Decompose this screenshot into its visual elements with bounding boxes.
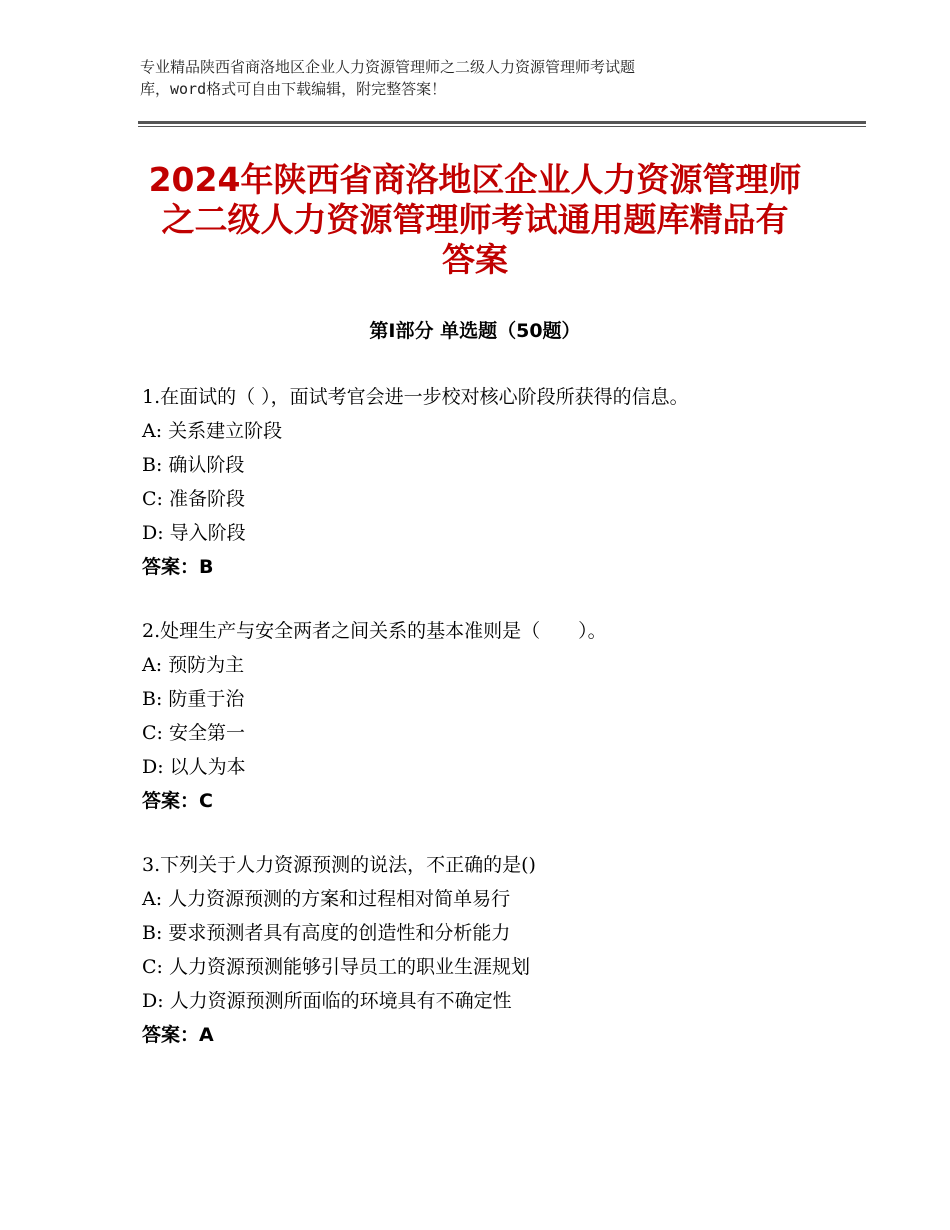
question-list xyxy=(142,380,862,1082)
option-b: B: 要求预测者具有高度的创造性和分析能力 xyxy=(142,922,511,944)
question-stem: 2.处理生产与安全两者之间关系的基本准则是（ ）。 xyxy=(142,620,607,642)
question-item xyxy=(142,848,862,1052)
answer-label: 答案：B xyxy=(142,556,214,578)
document-title xyxy=(110,160,840,280)
option-c: C: 准备阶段 xyxy=(142,488,245,510)
option-c: C: 安全第一 xyxy=(142,722,245,744)
header-note-line-1: 专业精品陕西省商洛地区企业人力资源管理师之二级人力资源管理师考试题 xyxy=(140,58,636,76)
question-stem: 3.下列关于人力资源预测的说法，不正确的是() xyxy=(142,854,536,876)
section-heading: 第Ⅰ部分 单选题（50题） xyxy=(369,320,581,342)
option-c: C: 人力资源预测能够引导员工的职业生涯规划 xyxy=(142,956,530,978)
option-a: A: 关系建立阶段 xyxy=(142,420,283,442)
option-d: D: 以人为本 xyxy=(142,756,246,778)
header-note-line-2: 库，word格式可自由下载编辑，附完整答案！ xyxy=(140,80,447,98)
title-line-2: 之二级人力资源管理师考试通用题库精品有 xyxy=(161,200,789,239)
answer-label: 答案：C xyxy=(142,790,213,812)
title-line-3: 答案 xyxy=(442,240,508,279)
option-d: D: 导入阶段 xyxy=(142,522,246,544)
header-rule-thick xyxy=(138,121,866,124)
header-rule-thin xyxy=(138,126,866,127)
option-b: B: 防重于治 xyxy=(142,688,245,710)
answer-label: 答案：A xyxy=(142,1024,214,1046)
question-stem: 1.在面试的（ ），面试考官会进一步校对核心阶段所获得的信息。 xyxy=(142,386,689,408)
document-header-note xyxy=(140,56,840,100)
option-a: A: 人力资源预测的方案和过程相对简单易行 xyxy=(142,888,511,910)
option-b: B: 确认阶段 xyxy=(142,454,245,476)
option-a: A: 预防为主 xyxy=(142,654,245,676)
question-item xyxy=(142,380,862,584)
title-line-1: 2024年陕西省商洛地区企业人力资源管理师 xyxy=(148,160,802,199)
option-d: D: 人力资源预测所面临的环境具有不确定性 xyxy=(142,990,512,1012)
question-item xyxy=(142,614,862,818)
